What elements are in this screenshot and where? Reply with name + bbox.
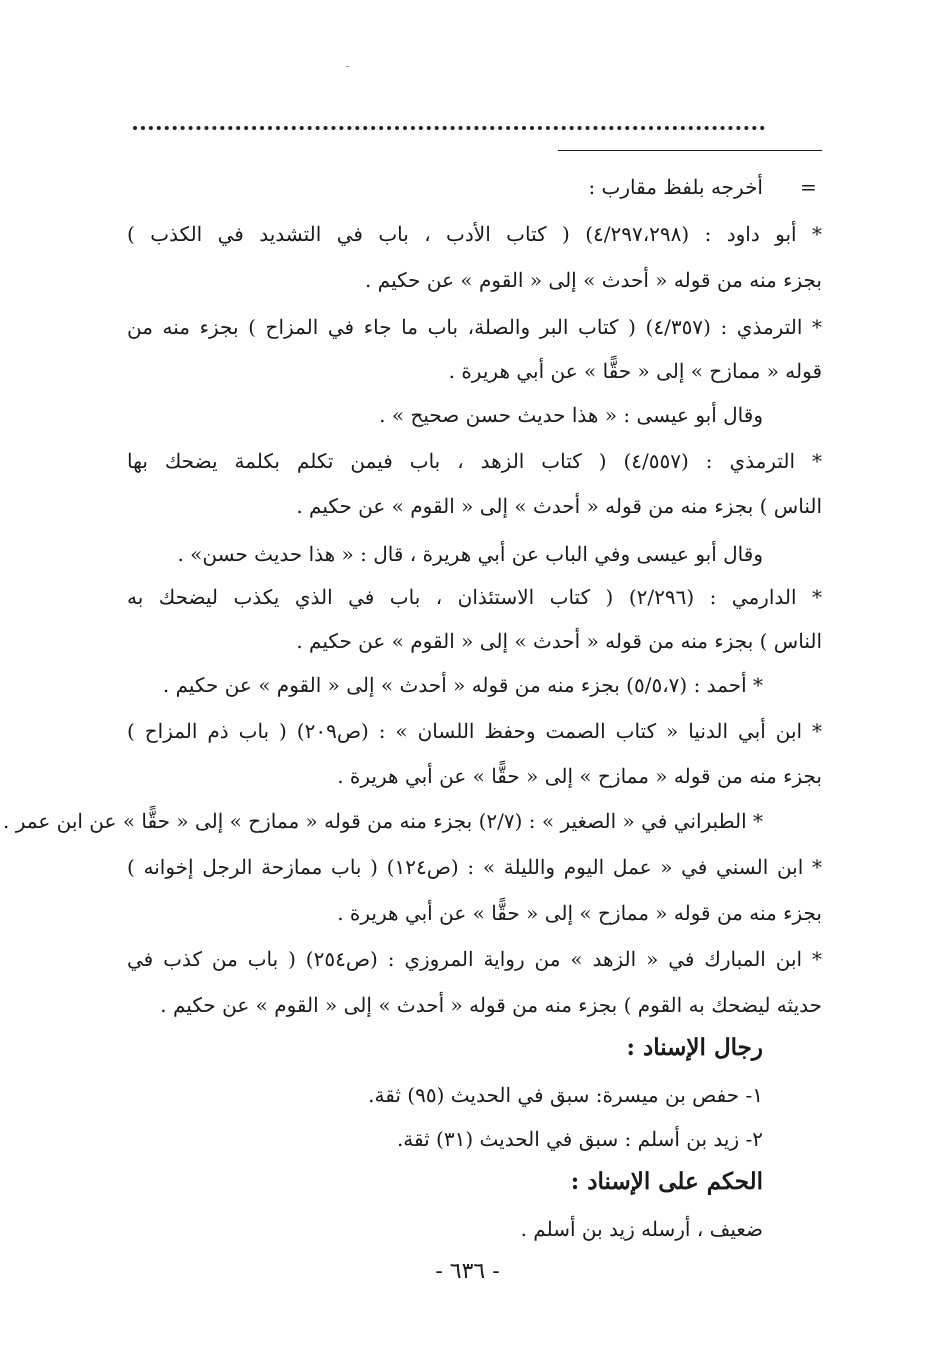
text-line-16: * ابن السني في « عمل اليوم والليلة » : (ص١٢٤) ( باب ممازحة الرجل إخوانه ) [127, 855, 822, 879]
text-line-19: حديثه ليضحك به القوم ) بجزء منه من قوله « أحدث » إلى « القوم » عن حكيم . [160, 993, 822, 1017]
scan-speck [346, 66, 349, 67]
text-line-8: الناس ) بجزء منه من قوله « أحدث » إلى « القوم » عن حكيم . [296, 494, 822, 518]
text-line-12: * أحمد : (٥/٥،٧) بجزء منه من قوله « أحدث » إلى « القوم » عن حكيم . [162, 673, 763, 697]
text-line-4: * الترمذي : (٤/٣٥٧) ( كتاب البر والصلة، باب ما جاء في المزاح ) بجزء منه من [127, 315, 822, 339]
verdict-line: ضعيف ، أرسله زيد بن أسلم . [520, 1217, 763, 1241]
text-line-10: * الدارمي : (٢/٢٩٦) ( كتاب الاستئذان ، باب في الذي يكذب ليضحك به [127, 585, 822, 609]
text-line-3: بجزء منه من قوله « أحدث » إلى « القوم » عن حكيم . [365, 268, 822, 292]
text-line-7: * الترمذي : (٤/٥٥٧) ( كتاب الزهد ، باب فيمن تكلم بكلمة يضحك بها [127, 449, 822, 473]
text-line-1: أخرجه بلفظ مقارب : [588, 175, 763, 199]
text-line-15: * الطبراني في « الصغير » : (٢/٧) بجزء منه من قوله « ممازح » إلى « حقًّا » عن ابن عمر . [3, 809, 763, 833]
text-line-11: الناس ) بجزء منه من قوله « أحدث » إلى « القوم » عن حكيم . [296, 629, 822, 653]
section-heading-verdict: الحكم على الإسناد : [570, 1168, 763, 1195]
narrator-line-2: ٢- زيد بن أسلم : سبق في الحديث (٣١) ثقة. [396, 1127, 763, 1151]
footnote-rule [558, 150, 822, 151]
text-line-9: وقال أبو عيسى وفي الباب عن أبي هريرة ، قال : « هذا حديث حسن» . [177, 542, 763, 566]
page-number: - ٦٣٦ - [435, 1259, 500, 1284]
text-line-14: بجزء منه من قوله « ممازح » إلى « حقًّا » عن أبي هريرة . [337, 764, 822, 788]
narrator-line-1: ١- حفص بن ميسرة: سبق في الحديث (٩٥) ثقة. [368, 1083, 763, 1107]
dotted-separator [133, 126, 765, 130]
continuation-mark: = [800, 175, 817, 199]
text-line-6: وقال أبو عيسى : « هذا حديث حسن صحيح » . [379, 403, 763, 427]
text-line-2: * أبو داود : (٤/٢٩٧،٢٩٨) ( كتاب الأدب ، باب في التشديد في الكذب ) [127, 222, 822, 246]
text-line-13: * ابن أبي الدنيا « كتاب الصمت وحفظ اللسان » : (ص٢٠٩) ( باب ذم المزاح ) [127, 719, 822, 743]
section-heading-narrators: رجال الإسناد : [626, 1034, 763, 1061]
text-line-18: * ابن المبارك في « الزهد » من رواية المروزي : (ص٢٥٤) ( باب من كذب في [127, 947, 822, 971]
text-line-17: بجزء منه من قوله « ممازح » إلى « حقًّا » عن أبي هريرة . [337, 901, 822, 925]
text-line-5: قوله « ممازح » إلى « حقًّا » عن أبي هريرة . [448, 359, 822, 383]
